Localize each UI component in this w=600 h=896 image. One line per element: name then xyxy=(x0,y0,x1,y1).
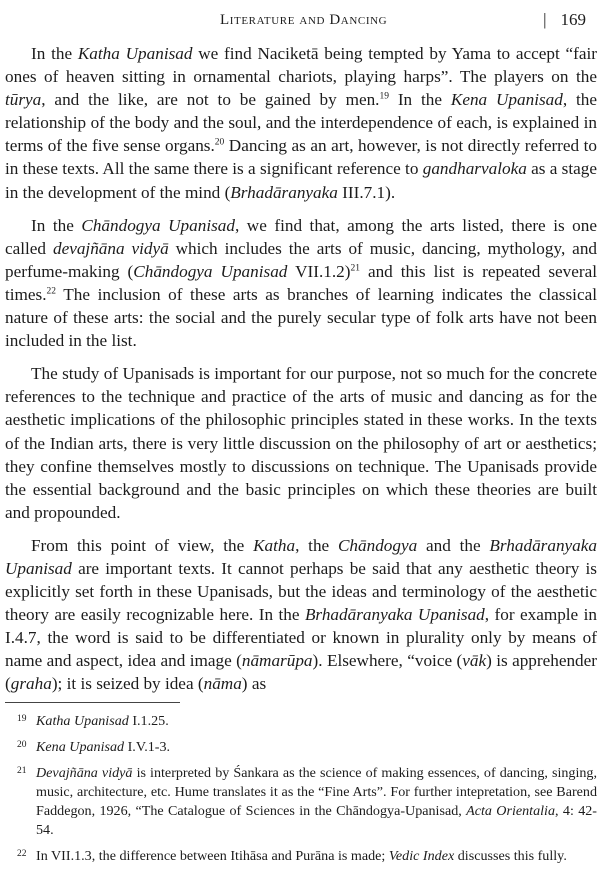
italic-term: Katha Upanisad xyxy=(77,44,193,63)
italic-term: gandharvaloka xyxy=(422,159,527,179)
footnote xyxy=(5,847,597,866)
text-run: ) is apprehender ( xyxy=(5,651,598,694)
footnote-text xyxy=(36,739,170,755)
text-run: and this list is repeated several times. xyxy=(5,261,598,304)
italic-term: Acta Orientalia xyxy=(466,803,556,819)
text-run: The study of Upanisads is important for our purpose, not so much for the concrete references to the technique and practice of the arts of music and dancing as for the aesthetic implications of the philosophic principles stated in these works. In the texts of the Indian arts, there is very little discussion on the philosophy of art or aesthetics; they confine themselves mostly to discussions on technique. The Upanisads provide the essential background and the basic principles on which these theories are built and propounded. xyxy=(5,364,597,522)
text-run: Dancing as an art, however, is not directly referred to in these texts. All the same there is a significant reference to xyxy=(5,136,597,179)
text-run: From this point of view, the xyxy=(31,535,254,555)
footnote xyxy=(5,738,597,757)
text-run: we find Naciketā being tempted by Yama to accept “fair ones of heaven sitting in ornamental chariots, playing harps”. The players on the xyxy=(5,44,597,87)
italic-term: Brhadāranyaka Upanisad xyxy=(304,605,485,625)
italic-term: graha xyxy=(10,674,52,694)
footnote-text xyxy=(36,713,169,729)
paragraph xyxy=(5,362,597,524)
italic-term: devajñāna vidyā xyxy=(52,238,169,258)
paragraph xyxy=(5,214,597,353)
text-run: VII.1.2) xyxy=(287,261,351,281)
main-text xyxy=(5,42,597,706)
italic-term: Katha xyxy=(253,535,296,555)
text-run: which includes the arts of music, dancing, mythology, and perfume-making ( xyxy=(5,238,598,281)
footnote-separator xyxy=(5,702,180,703)
italic-term: Devajñāna vidyā xyxy=(36,765,133,781)
italic-term: Chāndogya xyxy=(337,535,418,555)
footnote-ref: 20 xyxy=(214,137,225,148)
text-run: , the relationship of the body and the soul, and the interdependence of each, is explained in terms of the five sense organs. xyxy=(5,90,597,156)
text-run: I.V.1-3. xyxy=(124,739,171,755)
italic-term: Kena Upanisad xyxy=(36,739,125,755)
text-run: In the xyxy=(388,90,451,110)
text-run: In the xyxy=(31,44,78,63)
italic-term: Chāndogya Upanisad xyxy=(81,215,235,235)
italic-term: nāmarūpa xyxy=(241,651,313,671)
text-run: discusses this fully. xyxy=(454,848,567,864)
footnote-ref: 22 xyxy=(46,286,57,297)
footnote-text xyxy=(36,848,567,864)
text-run: III.7.1). xyxy=(337,182,396,202)
italic-term: Brhadāranyaka Upanisad xyxy=(5,535,597,578)
footnote-text xyxy=(36,765,597,838)
text-run: , we find that, among the arts listed, there is one called xyxy=(5,215,598,258)
text-run: are important texts. It cannot perhaps be said that any aesthetic theory is explicitly set forth in these Upanisads, but the ideas and terminology of the aesthetic theory are easily recognizable here. In the xyxy=(5,558,597,625)
running-head: Literature and Dancing xyxy=(220,12,388,28)
footnote xyxy=(5,764,597,840)
page-number: 169 xyxy=(560,10,586,29)
footnote-ref: 19 xyxy=(379,91,389,102)
footnote xyxy=(5,712,597,731)
italic-term: Brhadāranyaka xyxy=(230,182,338,202)
text-run: , the xyxy=(295,535,338,555)
text-run: , for example in I.4.7, the word is said to be differentiated or known in plurality only by means of name and aspect, idea and image ( xyxy=(5,605,597,671)
italic-term: Chāndogya Upanisad xyxy=(133,261,288,281)
italic-term: Katha Upanisad xyxy=(36,713,129,729)
italic-term: nāma xyxy=(203,674,242,694)
footnote-number: 22 xyxy=(17,849,27,859)
text-run: In VII.1.3, the difference between Itihāsa and Purāna is made; xyxy=(36,848,389,864)
page-number-block xyxy=(543,10,586,30)
text-run: and the xyxy=(417,535,490,555)
footnote-number: 19 xyxy=(17,714,27,724)
footnotes xyxy=(5,712,597,873)
page-header xyxy=(0,10,600,34)
italic-term: vāk xyxy=(462,651,487,671)
italic-term: tūrya xyxy=(5,90,42,110)
text-run: In the xyxy=(31,215,82,235)
text-run: , and the like, are not to be gained by men. xyxy=(41,90,380,110)
footnote-number: 20 xyxy=(17,740,27,750)
text-run: is interpreted by Śankara as the science of making essences, of dancing, singing, music, architecture, etc. Hume translates it as the “Fine Arts”. For further intepretation, see Barend Faddegon, 1926, “The Catalogue of Sciences in the Chāndogya-Upanisad, xyxy=(36,765,598,819)
text-run: I.1.25. xyxy=(128,713,169,729)
footnote-ref: 21 xyxy=(350,263,360,274)
italic-term: Vedic Index xyxy=(388,848,455,864)
paragraph xyxy=(5,42,597,204)
header-divider: | xyxy=(543,10,547,29)
italic-term: Kena Upanisad xyxy=(450,90,563,110)
text-run: The inclusion of these arts as branches of learning indicates the classical nature of these arts: the social and the purely secular type of folk arts have not been included in the list. xyxy=(5,284,597,351)
text-run: , 4: 42-54. xyxy=(36,803,597,838)
footnote-number: 21 xyxy=(17,766,27,776)
text-run: ) as xyxy=(241,674,267,694)
text-run: ); it is seized by idea ( xyxy=(51,674,204,694)
text-run: as a stage in the development of the mind ( xyxy=(5,159,597,202)
text-run: ). Elsewhere, “voice ( xyxy=(312,651,463,671)
paragraph xyxy=(5,534,597,696)
